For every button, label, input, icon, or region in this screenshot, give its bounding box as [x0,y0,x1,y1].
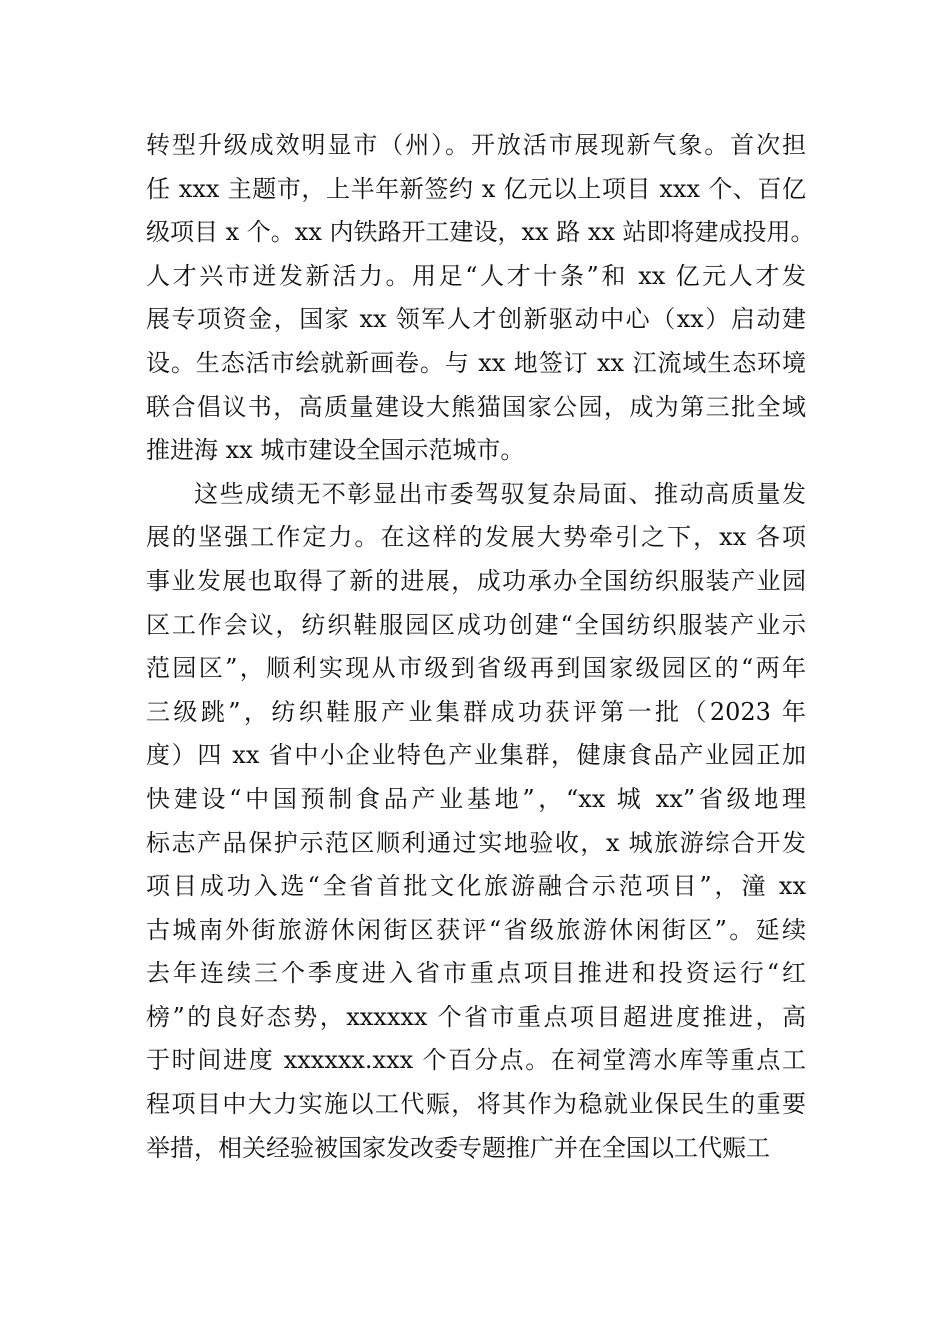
text-line: 范园区”，顺利实现从市级到省级再到国家级园区的“两年 [146,654,806,683]
text-line: 榜”的良好态势，xxxxxx 个省市重点项目超进度推进，高 [146,1002,806,1031]
paragraph [146,473,806,1171]
text-line: 推进海 xx 城市建设全国示范城市。 [146,436,525,465]
text-line: 转型升级成效明显市（州）。开放活市展现新气象。首次担 [146,131,806,159]
text-line: 项目成功入选“全省首批文化旅游融合示范项目”，潼 xx [146,872,806,901]
text-line: 事业发展也取得了新的进展，成功承办全国纺织服装产业园 [146,566,806,595]
text-line: 举措，相关经验被国家发改委专题推广并在全国以工代赈工 [146,1133,770,1162]
paragraph [146,124,815,473]
text-line: 展专项资金，国家 xx 领军人才创新驱动中心（xx）启动建 [146,305,806,334]
text-line: 设。生态活市绘就新画卷。与 xx 地签订 xx 江流域生态环境 [146,348,806,377]
text-line: 快建设“中国预制食品产业基地”，“xx 城 xx”省级地理 [146,784,806,813]
text-line: 这些成绩无不彰显出市委驾驭复杂局面、推动高质量发 [194,479,806,508]
text-line: 任 xxx 主题市，上半年新签约 x 亿元以上项目 xxx 个、百亿 [146,174,806,203]
text-line: 去年连续三个季度进入省市重点项目推进和投资运行“红 [146,959,806,988]
text-line: 三级跳”，纺织鞋服产业集群成功获评第一批（2023 年 [146,697,806,726]
text-line: 联合倡议书，高质量建设大熊猫国家公园，成为第三批全域 [146,392,806,421]
text-line: 人才兴市迸发新活力。用足“人才十条”和 xx 亿元人才发 [146,261,806,290]
text-line: 度）四 xx 省中小企业特色产业集群，健康食品产业园正加 [146,741,806,770]
text-line: 级项目 x 个。xx 内铁路开工建设，xx 路 xx 站即将建成投用。 [146,218,815,247]
body-text [146,124,815,1170]
text-line: 于时间进度 xxxxxx.xxx 个百分点。在祠堂湾水库等重点工 [146,1046,806,1075]
text-line: 古城南外街旅游休闲街区获评“省级旅游休闲街区”。延续 [146,915,806,944]
text-line: 区工作会议，纺织鞋服园区成功创建“全国纺织服装产业示 [146,610,806,639]
text-line: 标志产品保护示范区顺利通过实地验收，x 城旅游综合开发 [146,828,806,857]
text-line: 程项目中大力实施以工代赈，将其作为稳就业保民生的重要 [146,1090,806,1119]
text-line: 展的坚强工作定力。在这样的发展大势牵引之下，xx 各项 [146,523,806,552]
